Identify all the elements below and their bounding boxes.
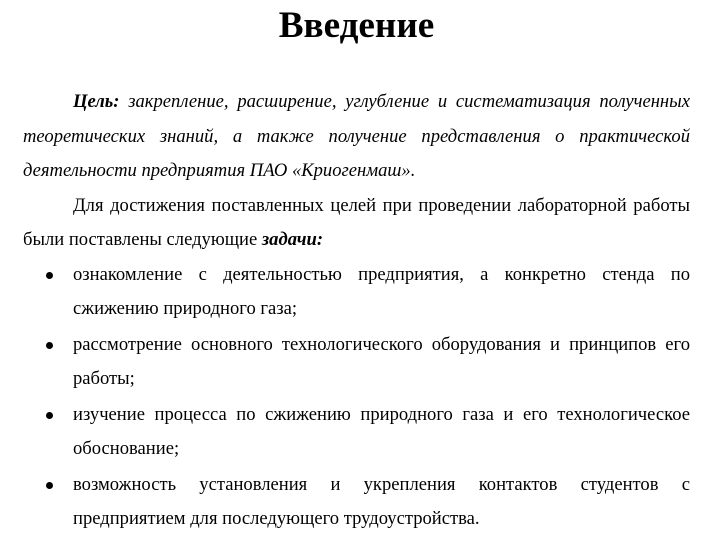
tasks-intro-text: Для достижения поставленных целей при проведении лабораторной работы были поставлены следующие (23, 194, 690, 250)
bullet-icon (46, 342, 53, 349)
task-text: изучение процесса по сжижению природного газа и его технологическое обоснование; (73, 403, 690, 459)
list-item (23, 328, 690, 397)
bullet-icon (46, 272, 53, 279)
tasks-list (23, 258, 690, 537)
tasks-emphasis: задачи: (261, 229, 324, 250)
task-text: рассмотрение основного технологического оборудования и принципов его работы; (73, 333, 690, 389)
section-title: Введение (278, 5, 435, 46)
goal-paragraph (23, 85, 690, 189)
task-text: возможность установления и укрепления контактов студентов с предприятием для последующего трудоустройства. (73, 473, 690, 529)
list-item (23, 398, 690, 467)
bullet-icon (46, 412, 53, 419)
bullet-icon (46, 482, 53, 489)
goal-label: Цель: (73, 91, 120, 112)
task-text: ознакомление с деятельностью предприятия, а конкретно стенда по сжижению природного газа; (73, 263, 690, 319)
list-item (23, 258, 690, 327)
goal-text: закрепление, расширение, углубление и систематизация полученных теоретических знаний, а также получение представления о практической деятельности предприятия ПАО «Криогенмаш». (23, 91, 690, 181)
tasks-intro-paragraph (23, 189, 690, 258)
title-spacer (23, 46, 690, 85)
list-item (23, 468, 690, 537)
